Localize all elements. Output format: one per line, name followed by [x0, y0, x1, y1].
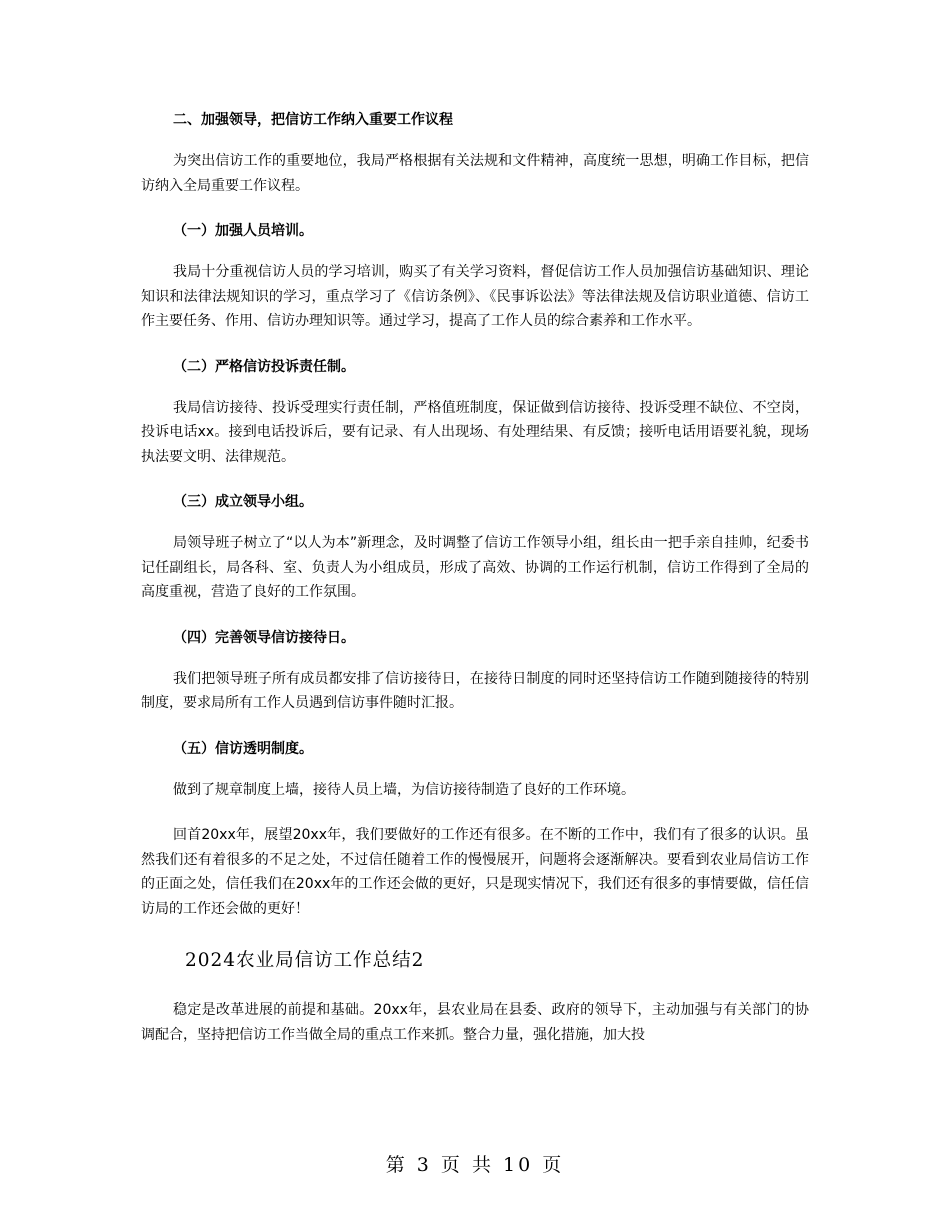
- section-title-2: 2024农业局信访工作总结2: [185, 950, 425, 971]
- item-body-5: 做到了规章制度上墙，接待人员上墙，为信访接待制造了良好的工作环境。: [173, 781, 635, 798]
- section-heading: 二、加强领导，把信访工作纳入重要工作议程: [173, 112, 453, 128]
- closing-paragraph: 回首20xx年，展望20xx年，我们要做好的工作还有很多。在不断的工作中，我们有了很多的认识。虽然我们还有着很多的不足之处，不过信任随着工作的慢慢展开，问题将会逐渐解决。要看到农业局信访工作的正面之处，信任我们在20xx年的工作还会做的更好，只是现实情况下，我们还有很多的事情要做，信任信访局的工作还会做的更好！: [141, 827, 809, 917]
- title2-paragraph: 稳定是改革进展的前提和基础。20xx年，县农业局在县委、政府的领导下，主动加强与有关部门的协调配合，坚持把信访工作当做全局的重点工作来抓。整合力量，强化措施，加大投: [141, 1002, 809, 1043]
- item-body-2: 我局信访接待、投诉受理实行责任制，严格值班制度，保证做到信访接待、投诉受理不缺位、不空岗，投诉电话xx。接到电话投诉后，要有记录、有人出现场、有处理结果、有反馈；接听电话用语要礼貌，现场执法要文明、法律规范。: [141, 399, 809, 465]
- page-number-footer: 第 3 页 共 10 页: [385, 1154, 565, 1176]
- document-body: [141, 108, 809, 1047]
- item-heading-3: （三）成立领导小组。: [173, 494, 313, 510]
- item-body-1: 我局十分重视信访人员的学习培训，购买了有关学习资料，督促信访工作人员加强信访基础知识、理论知识和法律法规知识的学习，重点学习了《信访条例》、《民事诉讼法》等法律法规及信访职业道德、信访工作主要任务、作用、信访办理知识等。通过学习，提高了工作人员的综合素养和工作水平。: [141, 264, 809, 329]
- item-body-3: 局领导班子树立了“以人为本”新理念，及时调整了信访工作领导小组，组长由一把手亲自挂帅，纪委书记任副组长，局各科、室、负责人为小组成员，形成了高效、协调的工作运行机制，信访工作得到了全局的高度重视，营造了良好的工作氛围。: [141, 535, 809, 600]
- item-heading-4: （四）完善领导信访接待日。: [173, 629, 355, 646]
- item-heading-2: （二）严格信访投诉责任制。: [173, 358, 355, 375]
- item-heading-5: （五）信访透明制度。: [173, 740, 313, 757]
- intro-paragraph: 为突出信访工作的重要地位，我局严格根据有关法规和文件精神，高度统一思想，明确工作目标，把信访纳入全局重要工作议程。: [141, 153, 809, 194]
- item-body-4: 我们把领导班子所有成员都安排了信访接待日，在接待日制度的同时还坚持信访工作随到随接待的特别制度，要求局所有工作人员遇到信访事件随时汇报。: [141, 670, 809, 711]
- item-heading-1: （一）加强人员培训。: [173, 223, 313, 239]
